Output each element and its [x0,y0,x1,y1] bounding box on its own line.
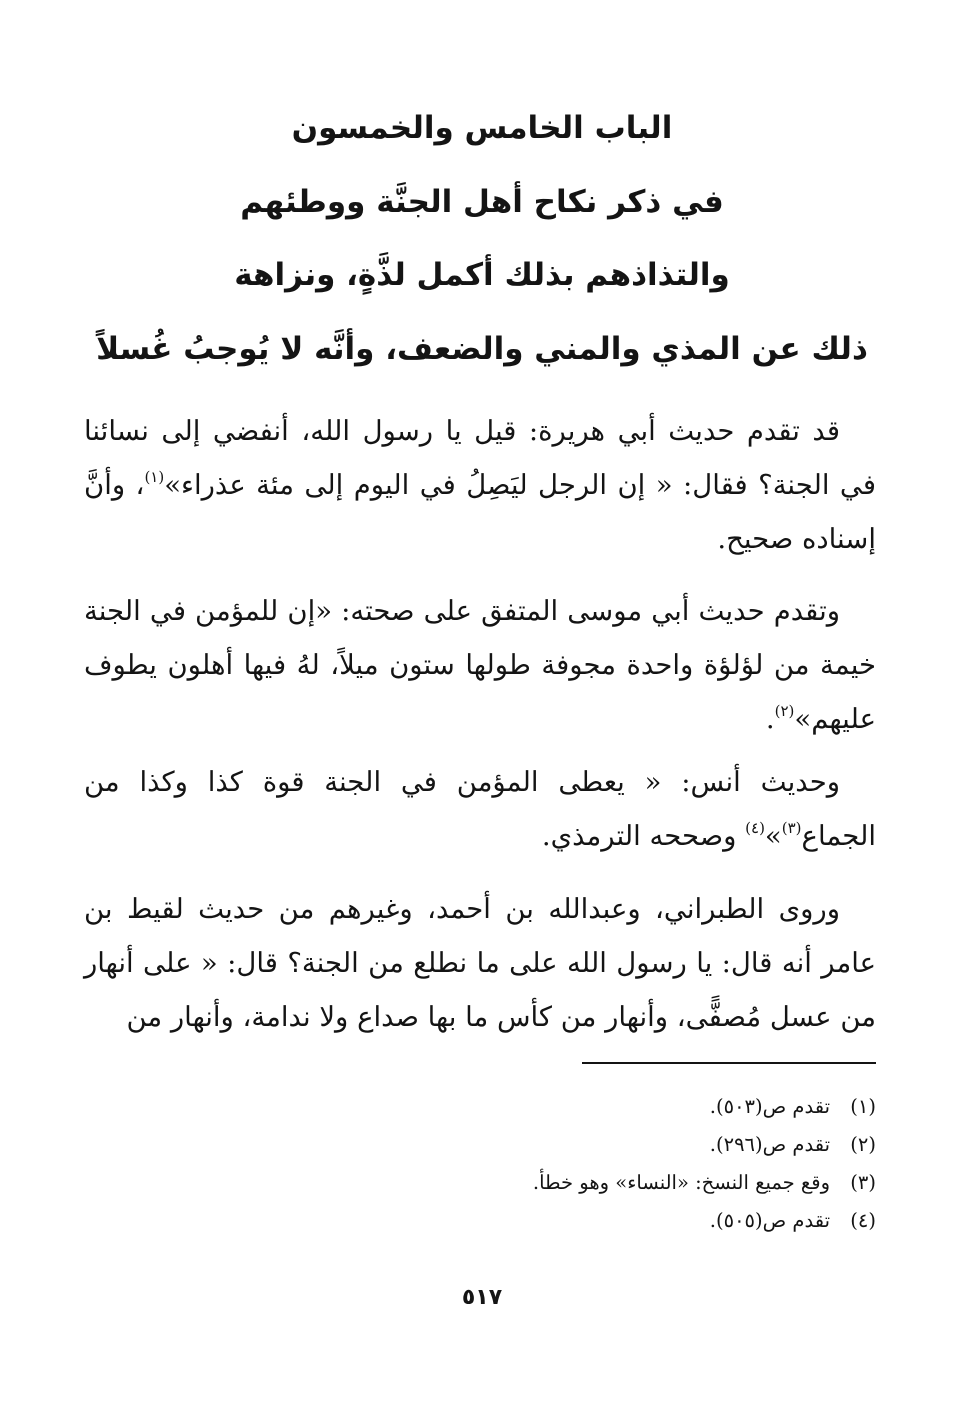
chapter-title-line-1: الباب الخامس والخمسون [291,110,673,146]
paragraph-3-text-b: » [764,820,782,852]
paragraph-2-text-b: . [765,703,775,735]
page-number: ٥١٧ [461,1285,503,1310]
footnote-ref-1: (١) [144,468,165,486]
footnote-3 [84,1164,876,1202]
paragraph-1-text-a: قد تقدم حديث أبي هريرة: قيل يا رسول الله، أنفضي إلى نسائنا في الجنة؟ فقال: « إن الرجل ليَصِلُ في اليوم إلى مئة عذراء» [84,415,877,501]
paragraph-1-text-b: ، وأنَّ إسناده صحيح. [84,469,876,555]
paragraph-3-text-c: وصححه الترمذي. [541,820,746,852]
footnote-number: (١) [850,1095,876,1118]
paragraph-2-text-a: وتقدم حديث أبي موسى المتفق على صحته: «إن للمؤمن في الجنة خيمة من لؤلؤة واحدة مجوفة طولها ستون ميلاً، لهُ فيها أهلون يطوف عليهم» [84,595,876,735]
paragraph-3 [84,755,876,863]
footnote-text: تقدم ص(٥٠٥). [709,1209,830,1232]
footnote-number: (٤) [850,1209,876,1232]
footnote-text: تقدم ص(٢٩٦). [709,1133,830,1156]
paragraph-3-text-a: وحديث أنس: « يعطى المؤمن في الجنة قوة كذا وكذا من الجماع [84,766,876,852]
chapter-title-line-2: في ذكر نكاح أهل الجنَّة ووطئهم [240,184,724,220]
footnote-2 [84,1126,876,1164]
footnote-ref-2: (٢) [774,702,795,720]
footnote-4 [84,1202,876,1240]
paragraph-2 [84,584,876,746]
chapter-title-line-4: ذلك عن المذي والمني والضعف، وأنَّه لا يُوجبُ غُسلاً [96,331,868,367]
footnote-ref-4: (٤) [745,819,765,837]
paragraph-1 [84,404,876,566]
footnote-text: تقدم ص(٥٠٣). [709,1095,830,1118]
footnote-number: (٣) [850,1171,876,1194]
footnote-number: (٢) [850,1133,876,1156]
footnote-ref-3: (٣) [781,819,802,837]
footnote-separator [582,1062,876,1064]
paragraph-4 [84,882,876,1044]
footnote-text: وقع جميع النسخ: «النساء» وهو خطأ. [532,1171,830,1194]
footnotes-list [84,1088,876,1240]
chapter-title-line-3: والتذاذهم بذلك أكمل لذَّةٍ، ونزاهة [234,257,730,293]
footnote-1 [84,1088,876,1126]
paragraph-4-text-a: وروى الطبراني، وعبدالله بن أحمد، وغيرهم من حديث لقيط بن عامر أنه قال: يا رسول الله على ما نطلع من الجنة؟ قال: « على أنهار من عسل مُصفًّى، وأنهار من كأس ما بها صداع ولا ندامة، وأنهار من [84,893,876,1033]
